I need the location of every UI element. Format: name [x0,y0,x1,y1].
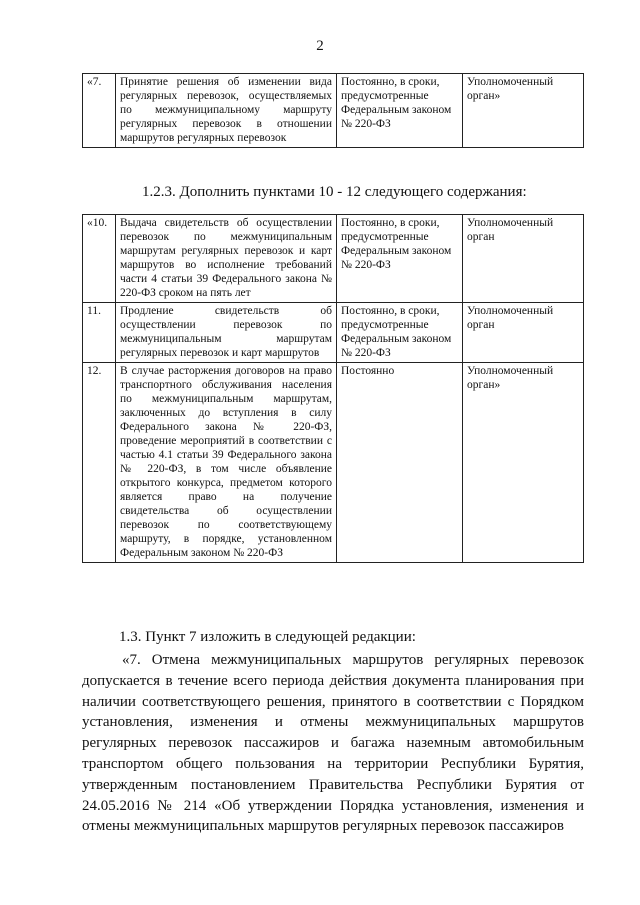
cell-description: Принятие решения об изменении вида регулярных перевозок, осуществляемых по межмуниципальному маршруту регулярных перевозок в отношении маршрутов регулярных перевозок [116,74,337,148]
cell-number: 12. [83,363,116,563]
cell-description: Продление свидетельств об осуществлении перевозок по межмуниципальным маршрутам регулярных перевозок и карт маршрутов [116,303,337,363]
cell-term: Постоянно [337,363,463,563]
cell-description: В случае расторжения договоров на право транспортного обслуживания населения по межмуниципальным маршрутам, заключенных до вступления в силу Федерального закона № 220-ФЗ, проведение мероприятий в соответствии с частью 4.1 статьи 39 Федерального закона № 220-ФЗ, в том числе объявление открытого конкурса, предметом которого является право на получение свидетельства об осуществлении перевозок по соответствующему маршруту, в порядке, установленном Федеральным законом № 220-ФЗ [116,363,337,563]
table-row [83,363,584,563]
cell-term: Постоянно, в сроки, предусмотренные Федеральным законом № 220-ФЗ [337,303,463,363]
cell-description: Выдача свидетельств об осуществлении перевозок по межмуниципальным маршрутам регулярных перевозок и карт маршрутов во исполнение требований части 4 статьи 39 Федерального закона № 220-ФЗ сроком на пять лет [116,215,337,303]
cell-responsible: Уполномоченный орган [463,215,584,303]
table-top [82,73,584,148]
page-number: 2 [316,38,324,54]
cell-responsible: Уполномоченный орган» [463,74,584,148]
cell-term: Постоянно, в сроки, предусмотренные Федеральным законом № 220-ФЗ [337,74,463,148]
cell-number: 11. [83,303,116,363]
table-row [83,303,584,363]
cell-responsible: Уполномоченный орган [463,303,584,363]
table-bottom [82,214,584,563]
cell-number: «10. [83,215,116,303]
body-paragraph: «7. Отмена межмуниципальных маршрутов регулярных перевозок допускается в течение всего периода действия документа планирования при наличии соответствующего решения, принятого в соответствии с Порядком установления, изменения и отмены межмуниципальных маршрутов регулярных перевозок пассажиров и багажа наземным автомобильным транспортом общего пользования на территории Республики Бурятия, утвержденным постановлением Правительства Республики Бурятия от 24.05.2016 № 214 «Об утверждении Порядка установления, изменения и отмены межмуниципальных маршрутов регулярных перевозок пассажиров [82,652,584,835]
table-row [83,215,584,303]
cell-term: Постоянно, в сроки, предусмотренные Федеральным законом № 220-ФЗ [337,215,463,303]
section-heading-1-3: 1.3. Пункт 7 изложить в следующей редакции: [119,629,416,645]
cell-number: «7. [83,74,116,148]
section-heading-1-2-3: 1.2.3. Дополнить пунктами 10 - 12 следующего содержания: [142,184,527,200]
table-row [83,74,584,148]
cell-responsible: Уполномоченный орган» [463,363,584,563]
